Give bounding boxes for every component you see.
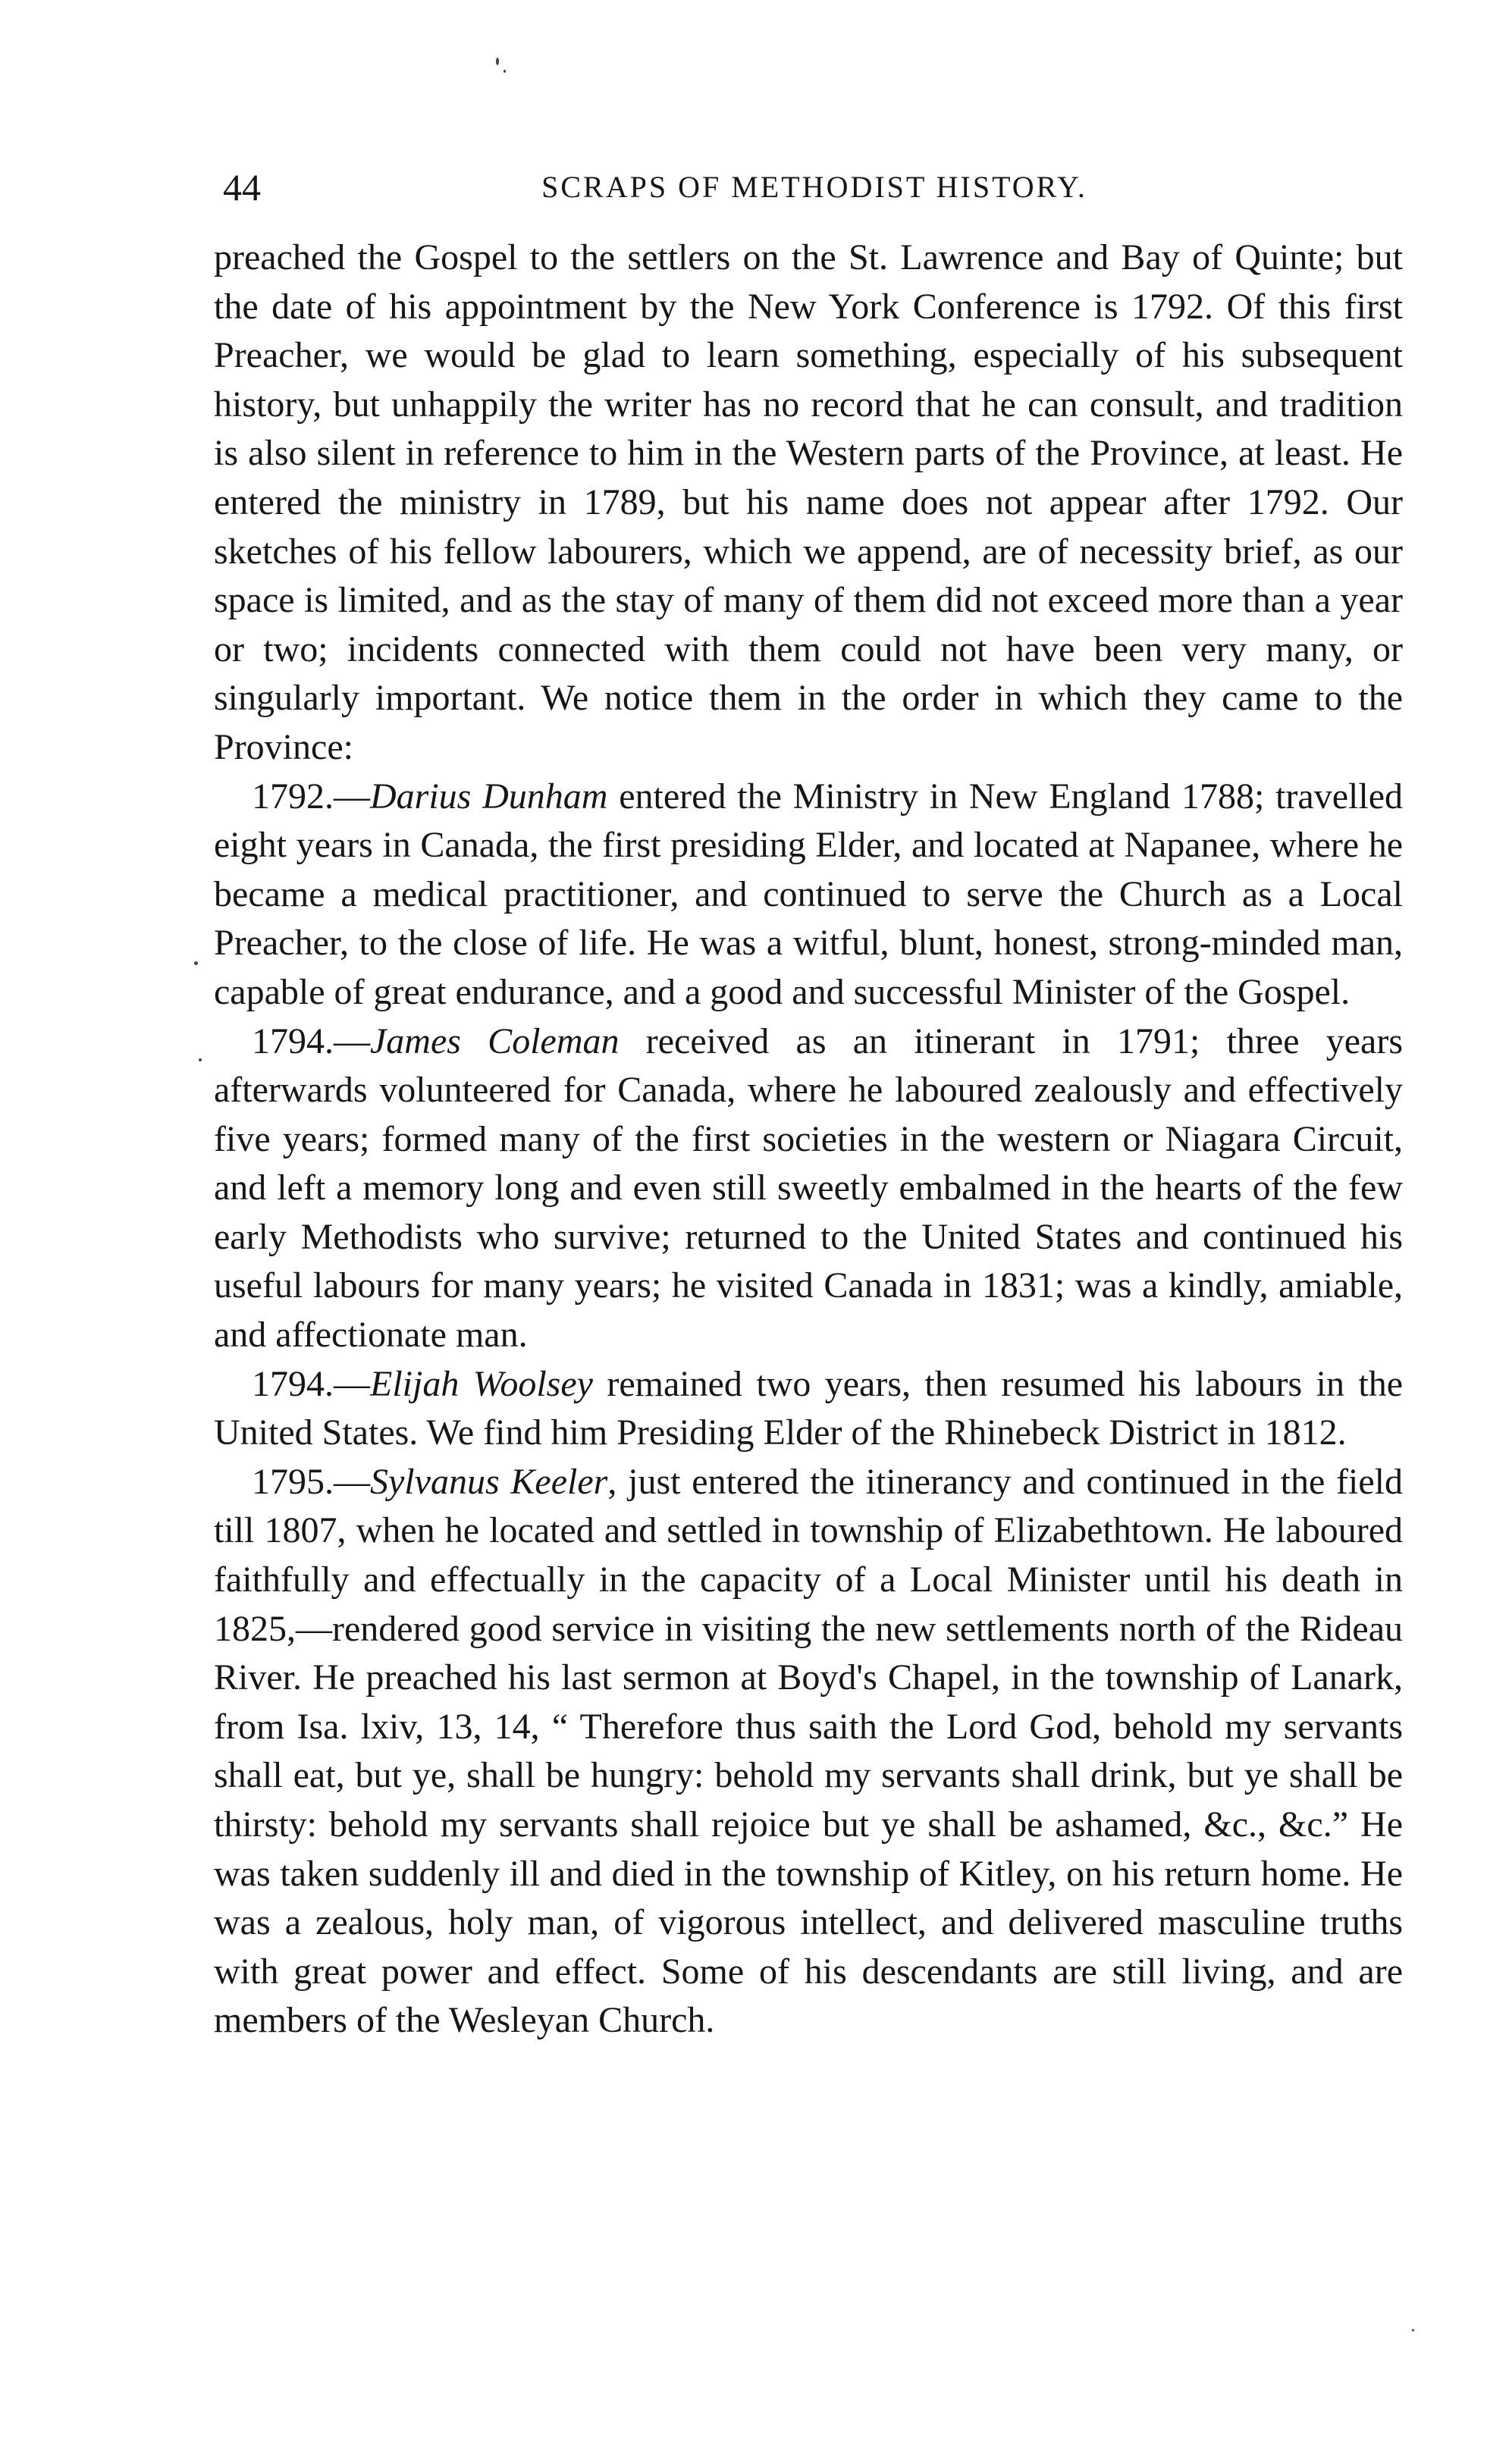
ink-speck (1412, 2329, 1414, 2331)
running-title: SCRAPS OF METHODIST HISTORY. (541, 170, 1087, 204)
ink-speck (496, 58, 499, 65)
entry-name: James Coleman (370, 1020, 620, 1061)
page-number: 44 (223, 166, 261, 208)
paragraph-keeler (214, 1458, 1403, 2045)
paragraph-woolsey (214, 1360, 1403, 1458)
ink-speck (199, 1058, 202, 1061)
running-head (223, 161, 1406, 214)
body-text (214, 234, 1403, 2045)
entry-name: Sylvanus Keeler (370, 1461, 608, 1502)
entry-text: received as an itinerant in 1791; three years afterwards volunteered for Canada, where he laboured zealously and effectively five years; formed many of the first societies in the western or Niagara Circuit, and left a memory long and even still sweetly embalmed in the hearts of the few early Methodists who survive; returned to the United States and continued his useful labours for many years; he visited Canada in 1831; was a kindly, amiable, and affectionate man. (214, 1020, 1404, 1356)
entry-text: remained two years, then resumed his labours in the United States. We find him Presiding Elder of the Rhinebeck District in 1812. (214, 1363, 1404, 1453)
entry-year: 1794.— (252, 1363, 370, 1404)
ink-speck (504, 70, 506, 73)
entry-text: entered the Ministry in New England 1788; travelled eight years in Canada, the first presiding Elder, and located at Napanee, where he became a medical practitioner, and continued to serve the Church as a Local Preacher, to the close of life. He was a witful, blunt, honest, strong-minded man, capable of great endurance, and a good and successful Minister of the Gospel. (214, 776, 1404, 1012)
entry-year: 1794.— (252, 1020, 370, 1061)
entry-name: Darius Dunham (370, 776, 608, 817)
entry-year: 1795.— (252, 1461, 370, 1502)
paragraph-coleman (214, 1017, 1403, 1360)
paragraph-dunham (214, 773, 1403, 1017)
paragraph-intro: preached the Gospel to the settlers on the St. Lawrence and Bay of Quinte; but the date of his appointment by the New York Conference is 1792. Of this first Preacher, we would be glad to learn something, especially of his subsequent history, but unhappily the writer has no record that he can consult, and tradition is also silent in reference to him in the Western parts of the Province, at least. He entered the ministry in 1789, but his name does not appear after 1792. Our sketches of his fellow labourers, which we append, are of necessity brief, as our space is limited, and as the stay of many of them did not exceed more than a year or two; incidents connected with them could not have been very many, or singularly important. We notice them in the order in which they came to the Province: (214, 237, 1403, 767)
entry-name: Elijah Woolsey (370, 1363, 593, 1404)
ink-speck (194, 961, 198, 965)
entry-year: 1792.— (252, 776, 370, 817)
entry-text: , just entered the itinerancy and continued in the field till 1807, when he located and settled in township of Elizabethtown. He laboured faithfully and effectually in the capacity of a Local Minister until his death in 1825,—rendered good service in visiting the new settlements north of the Rideau River. He preached his last sermon at Boyd's Chapel, in the township of Lanark, from Isa. lxiv, 13, 14, “ Therefore thus saith the Lord God, behold my servants shall eat, but ye, shall be hungry: behold my servants shall drink, but ye shall be thirsty: behold my servants shall rejoice but ye shall be ashamed, &c., &c.” He was taken suddenly ill and died in the township of Kitley, on his return home. He was a zealous, holy man, of vigorous intellect, and delivered masculine truths with great power and effect. Some of his descendants are still living, and are members of the Wesleyan Church. (214, 1461, 1404, 2041)
